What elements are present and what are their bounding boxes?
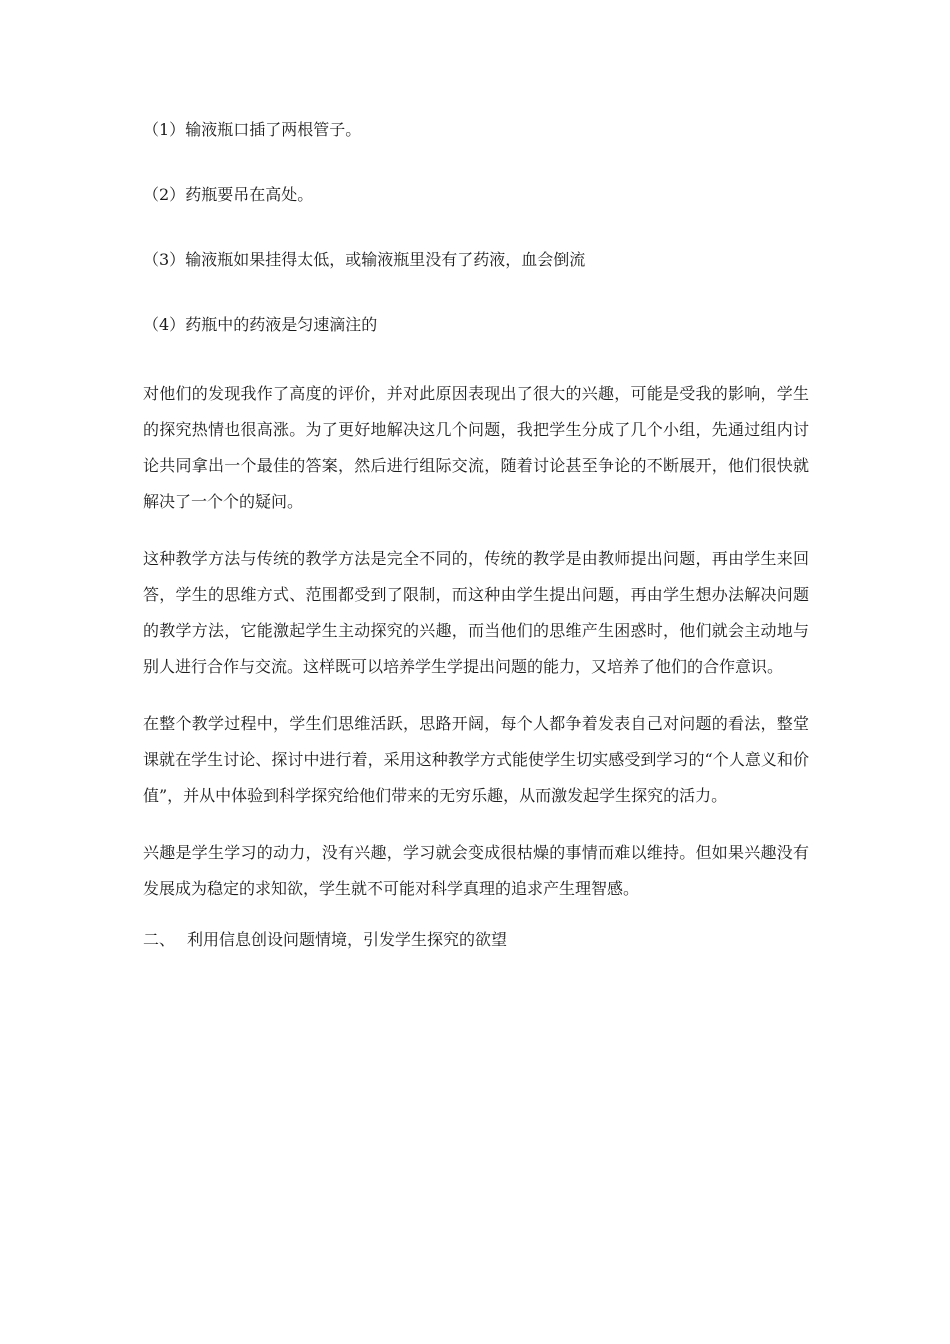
- paragraph: 兴趣是学生学习的动力，没有兴趣，学习就会变成很枯燥的事情而难以维持。但如果兴趣没有发展成为稳定的求知欲，学生就不可能对科学真理的追求产生理智感。: [143, 843, 809, 898]
- paragraph: 这种教学方法与传统的教学方法是完全不同的，传统的教学是由教师提出问题，再由学生来回答，学生的思维方式、范围都受到了限制，而这种由学生提出问题，再由学生想办法解决问题的教学方法，它能激起学生主动探究的兴趣，而当他们的思维产生困惑时，他们就会主动地与别人进行合作与交流。这样既可以培养学生学提出问题的能力，又培养了他们的合作意识。: [143, 549, 809, 676]
- list-item-number: （1）: [143, 120, 186, 139]
- list-item-number: （3）: [143, 250, 186, 269]
- list-item-text: 输液瓶如果挂得太低，或输液瓶里没有了药液，血会倒流: [185, 250, 586, 269]
- list-item-text: 药瓶要吊在高处。: [185, 185, 314, 204]
- list-item-text: 输液瓶口插了两根管子。: [185, 120, 362, 139]
- list-item-number: （2）: [143, 185, 186, 204]
- paragraph: 对他们的发现我作了高度的评价，并对此原因表现出了很大的兴趣，可能是受我的影响，学生的探究热情也很高涨。为了更好地解决这几个问题，我把学生分成了几个小组，先通过组内讨论共同拿出一个最佳的答案，然后进行组际交流，随着讨论甚至争论的不断展开，他们很快就解决了一个个的疑问。: [143, 384, 809, 511]
- list-item: [143, 118, 809, 142]
- document-body: [143, 118, 809, 952]
- section-heading-marker: 二、: [143, 930, 176, 949]
- paragraph: 在整个教学过程中，学生们思维活跃，思路开阔，每个人都争着发表自己对问题的看法，整堂课就在学生讨论、探讨中进行着，采用这种教学方式能使学生切实感受到学习的“个人意义和价值”，并从中体验到科学探究给他们带来的无穷乐趣，从而激发起学生探究的活力。: [143, 714, 809, 805]
- list-item: [143, 313, 809, 337]
- list-item-number: （4）: [143, 315, 186, 334]
- section-heading-text: 利用信息创设问题情境，引发学生探究的欲望: [187, 930, 508, 949]
- list-item-text: 药瓶中的药液是匀速滴注的: [185, 315, 378, 334]
- list-item: [143, 183, 809, 207]
- section-heading: [143, 928, 809, 952]
- list-item: [143, 248, 809, 272]
